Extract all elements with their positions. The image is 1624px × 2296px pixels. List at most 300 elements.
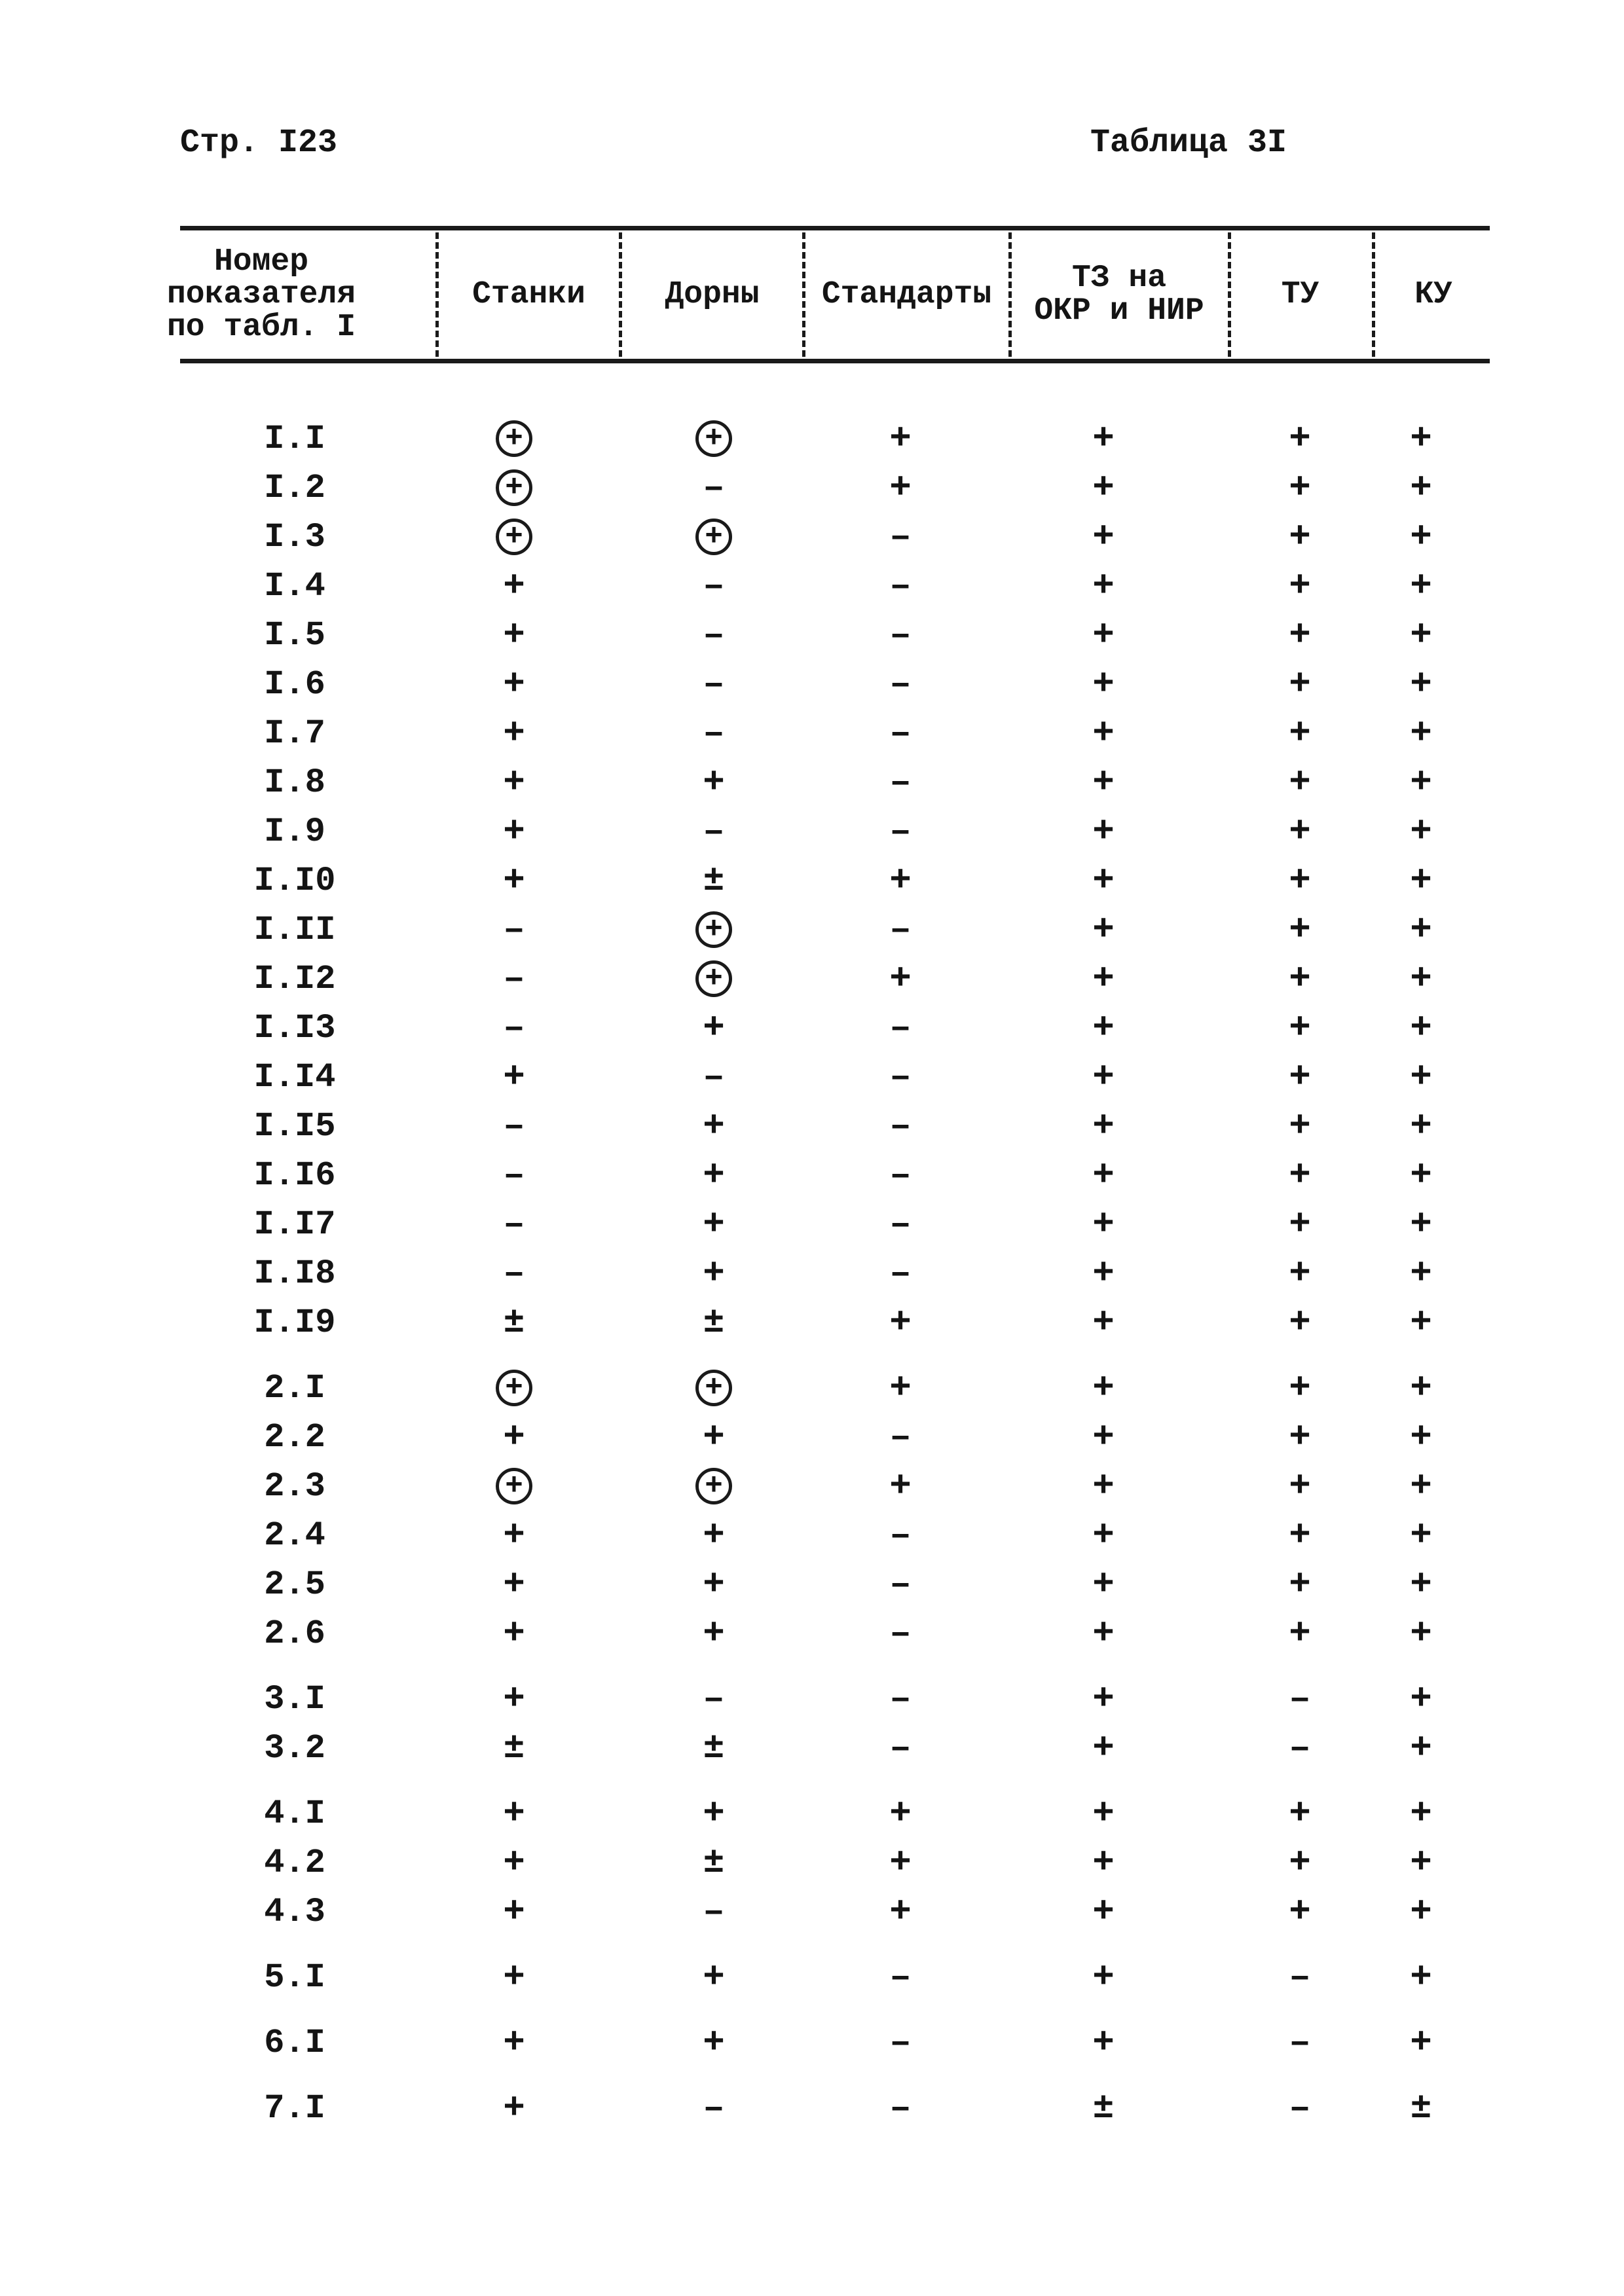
plus-mark: + — [503, 1793, 525, 1834]
cell-tu — [1247, 907, 1352, 953]
indicator-number: 3.2 — [264, 1728, 325, 1768]
table-row — [0, 1365, 1624, 1411]
minus-mark: – — [889, 712, 912, 754]
circled-plus-mark: + — [695, 1468, 732, 1504]
cell-tz-okr-nir — [1051, 1152, 1156, 1198]
plus-mark: + — [1092, 1891, 1115, 1933]
cell-tu — [1247, 2020, 1352, 2066]
cell-standards — [848, 1725, 953, 1771]
cell-ku — [1369, 416, 1473, 462]
table-row — [0, 907, 1624, 953]
minus-mark: – — [703, 2087, 725, 2129]
cell-tu — [1247, 1152, 1352, 1198]
cell-tz-okr-nir — [1051, 956, 1156, 1002]
plus-mark: + — [1289, 761, 1311, 803]
plus-mark: + — [1410, 614, 1432, 656]
circled-plus-mark: + — [496, 420, 532, 457]
cell-ku — [1369, 2020, 1473, 2066]
header-tu: ТУ — [1281, 277, 1320, 312]
cell-tu — [1247, 1791, 1352, 1836]
minus-mark: – — [889, 1056, 912, 1098]
plus-mark: + — [503, 761, 525, 803]
plus-mark: + — [1410, 1105, 1432, 1147]
cell-machines — [462, 907, 566, 953]
header-indicator-number: Номер показателя по табл. I — [167, 244, 356, 345]
minus-mark: – — [889, 811, 912, 852]
cell-tu — [1247, 514, 1352, 560]
cell-mandrels — [661, 1725, 766, 1771]
cell-tu — [1247, 1054, 1352, 1100]
indicator-number: 5.I — [264, 1958, 325, 1997]
plus-mark: + — [1410, 565, 1432, 607]
plus-mark: + — [1410, 1956, 1432, 1998]
indicator-number: 3.I — [264, 1679, 325, 1719]
cell-mandrels — [661, 1676, 766, 1722]
cell-tz-okr-nir — [1051, 1791, 1156, 1836]
circled-plus-mark: + — [695, 1370, 732, 1406]
table-row — [0, 1791, 1624, 1836]
cell-standards — [848, 1791, 953, 1836]
plus-mark: + — [1289, 1154, 1311, 1196]
cell-mandrels — [661, 1005, 766, 1051]
table-row — [0, 1840, 1624, 1886]
cell-standards — [848, 1561, 953, 1607]
plus-mark: + — [503, 1678, 525, 1720]
cell-tu — [1247, 465, 1352, 511]
cell-ku — [1369, 661, 1473, 707]
cell-tu — [1247, 710, 1352, 756]
table-row — [0, 1512, 1624, 1558]
cell-standards — [848, 1250, 953, 1296]
cell-tz-okr-nir — [1051, 1201, 1156, 1247]
plus-mark: + — [1289, 1465, 1311, 1507]
plus-mark: + — [1289, 712, 1311, 754]
plus-mark: + — [703, 1514, 725, 1556]
cell-tz-okr-nir — [1051, 661, 1156, 707]
indicator-number: I.I7 — [253, 1205, 336, 1244]
plus-mark: + — [889, 1302, 912, 1343]
cell-standards — [848, 1300, 953, 1345]
cell-tu — [1247, 1365, 1352, 1411]
plus-mark: + — [503, 1956, 525, 1998]
table-row — [0, 1954, 1624, 2000]
table-row — [0, 1561, 1624, 1607]
column-separator — [435, 232, 439, 357]
column-separator — [1008, 232, 1012, 357]
table-header-rule — [180, 359, 1490, 363]
cell-tu — [1247, 858, 1352, 903]
cell-standards — [848, 1152, 953, 1198]
column-separator — [619, 232, 622, 357]
plus-mark: + — [1092, 1678, 1115, 1720]
plus-minus-mark: ± — [503, 1728, 525, 1768]
cell-standards — [848, 1365, 953, 1411]
plus-mark: + — [1410, 1154, 1432, 1196]
table-row — [0, 1201, 1624, 1247]
plus-mark: + — [1289, 1252, 1311, 1294]
cell-tu — [1247, 1725, 1352, 1771]
circled-plus-mark: + — [695, 519, 732, 555]
minus-mark: – — [1289, 1956, 1311, 1998]
plus-mark: + — [1410, 958, 1432, 1000]
header-machines: Станки — [472, 277, 585, 312]
plus-mark: + — [503, 860, 525, 902]
cell-standards — [848, 1414, 953, 1460]
minus-mark: – — [503, 909, 525, 951]
cell-mandrels — [661, 1840, 766, 1886]
minus-mark: – — [889, 1416, 912, 1458]
cell-tz-okr-nir — [1051, 1676, 1156, 1722]
minus-mark: – — [1289, 2022, 1311, 2064]
plus-mark: + — [1092, 1203, 1115, 1245]
plus-mark: + — [503, 1514, 525, 1556]
indicator-number: I.2 — [264, 468, 325, 507]
cell-mandrels — [661, 1365, 766, 1411]
plus-mark: + — [1092, 1842, 1115, 1884]
cell-tu — [1247, 956, 1352, 1002]
plus-mark: + — [1410, 1891, 1432, 1933]
cell-tz-okr-nir — [1051, 1103, 1156, 1149]
cell-tz-okr-nir — [1051, 1005, 1156, 1051]
minus-mark: – — [889, 1514, 912, 1556]
cell-mandrels — [661, 1954, 766, 2000]
plus-mark: + — [1092, 811, 1115, 852]
cell-machines — [462, 1725, 566, 1771]
minus-mark: – — [889, 1203, 912, 1245]
plus-minus-mark: ± — [1410, 2088, 1432, 2128]
indicator-number: 4.I — [264, 1794, 325, 1833]
plus-mark: + — [1410, 1252, 1432, 1294]
table-row — [0, 1463, 1624, 1509]
cell-tu — [1247, 1103, 1352, 1149]
plus-mark: + — [1410, 909, 1432, 951]
plus-mark: + — [1092, 860, 1115, 902]
circled-plus-mark: + — [496, 519, 532, 555]
plus-mark: + — [1410, 712, 1432, 754]
cell-tz-okr-nir — [1051, 1840, 1156, 1886]
cell-machines — [462, 809, 566, 854]
table-row — [0, 710, 1624, 756]
plus-mark: + — [889, 1367, 912, 1409]
cell-mandrels — [661, 956, 766, 1002]
indicator-number: I.7 — [264, 714, 325, 753]
cell-ku — [1369, 514, 1473, 560]
plus-mark: + — [889, 1793, 912, 1834]
minus-mark: – — [703, 614, 725, 656]
cell-mandrels — [661, 1512, 766, 1558]
cell-machines — [462, 514, 566, 560]
indicator-number: I.I9 — [253, 1303, 336, 1342]
cell-standards — [848, 1889, 953, 1935]
cell-ku — [1369, 858, 1473, 903]
minus-mark: – — [503, 1105, 525, 1147]
cell-tz-okr-nir — [1051, 465, 1156, 511]
plus-mark: + — [1410, 1056, 1432, 1098]
plus-mark: + — [503, 1416, 525, 1458]
indicator-number: I.I — [264, 419, 325, 458]
cell-machines — [462, 1791, 566, 1836]
cell-machines — [462, 2020, 566, 2066]
cell-machines — [462, 1512, 566, 1558]
table-row — [0, 2020, 1624, 2066]
cell-ku — [1369, 1103, 1473, 1149]
cell-machines — [462, 858, 566, 903]
circled-plus-mark: + — [695, 960, 732, 997]
cell-ku — [1369, 1954, 1473, 2000]
cell-tu — [1247, 1414, 1352, 1460]
indicator-number: I.9 — [264, 812, 325, 851]
minus-mark: – — [889, 909, 912, 951]
cell-mandrels — [661, 465, 766, 511]
minus-mark: – — [889, 1727, 912, 1769]
table-row — [0, 1152, 1624, 1198]
minus-mark: – — [1289, 1678, 1311, 1720]
plus-mark: + — [703, 1154, 725, 1196]
cell-mandrels — [661, 1561, 766, 1607]
cell-ku — [1369, 1152, 1473, 1198]
cell-tu — [1247, 2085, 1352, 2131]
minus-mark: – — [703, 565, 725, 607]
table-row — [0, 1725, 1624, 1771]
minus-mark: – — [703, 663, 725, 705]
cell-machines — [462, 1365, 566, 1411]
table-row — [0, 858, 1624, 903]
circled-plus-mark: + — [695, 911, 732, 948]
table-row — [0, 416, 1624, 462]
cell-tu — [1247, 1005, 1352, 1051]
cell-standards — [848, 1201, 953, 1247]
table-row — [0, 1889, 1624, 1935]
indicator-number: I.3 — [264, 517, 325, 556]
cell-mandrels — [661, 2020, 766, 2066]
cell-machines — [462, 1250, 566, 1296]
cell-tz-okr-nir — [1051, 1954, 1156, 2000]
cell-tz-okr-nir — [1051, 612, 1156, 658]
cell-machines — [462, 1005, 566, 1051]
cell-tz-okr-nir — [1051, 809, 1156, 854]
plus-mark: + — [1410, 516, 1432, 558]
indicator-number: 2.5 — [264, 1565, 325, 1604]
plus-mark: + — [503, 663, 525, 705]
cell-standards — [848, 1512, 953, 1558]
cell-ku — [1369, 2085, 1473, 2131]
cell-standards — [848, 2020, 953, 2066]
indicator-number: 2.I — [264, 1368, 325, 1408]
minus-mark: – — [503, 1154, 525, 1196]
plus-mark: + — [703, 1613, 725, 1654]
cell-ku — [1369, 1889, 1473, 1935]
cell-mandrels — [661, 907, 766, 953]
minus-mark: – — [889, 1613, 912, 1654]
cell-mandrels — [661, 1791, 766, 1836]
plus-minus-mark: ± — [703, 1302, 725, 1343]
plus-mark: + — [1092, 1416, 1115, 1458]
plus-mark: + — [1092, 712, 1115, 754]
plus-mark: + — [1092, 909, 1115, 951]
cell-mandrels — [661, 563, 766, 609]
plus-mark: + — [1092, 2022, 1115, 2064]
table-row — [0, 1300, 1624, 1345]
plus-mark: + — [1092, 1105, 1115, 1147]
cell-tz-okr-nir — [1051, 1054, 1156, 1100]
plus-mark: + — [1410, 1842, 1432, 1884]
indicator-number: I.I5 — [253, 1106, 336, 1146]
plus-mark: + — [1289, 1613, 1311, 1654]
plus-minus-mark: ± — [703, 1842, 725, 1883]
plus-mark: + — [1410, 1563, 1432, 1605]
table-top-rule — [180, 226, 1490, 230]
cell-standards — [848, 1103, 953, 1149]
header-tz-okr-nir: ТЗ на ОКР и НИР — [1034, 261, 1204, 329]
indicator-number: I.8 — [264, 763, 325, 802]
cell-mandrels — [661, 759, 766, 805]
minus-mark: – — [889, 1956, 912, 1998]
cell-machines — [462, 416, 566, 462]
minus-mark: – — [889, 1678, 912, 1720]
cell-tz-okr-nir — [1051, 2020, 1156, 2066]
plus-mark: + — [1092, 565, 1115, 607]
indicator-number: I.6 — [264, 665, 325, 704]
cell-machines — [462, 1054, 566, 1100]
cell-machines — [462, 956, 566, 1002]
minus-mark: – — [503, 1007, 525, 1049]
cell-machines — [462, 563, 566, 609]
cell-ku — [1369, 1676, 1473, 1722]
cell-ku — [1369, 1725, 1473, 1771]
cell-standards — [848, 661, 953, 707]
cell-machines — [462, 1840, 566, 1886]
plus-mark: + — [1410, 1302, 1432, 1343]
cell-tz-okr-nir — [1051, 416, 1156, 462]
plus-mark: + — [703, 1105, 725, 1147]
plus-mark: + — [1289, 1056, 1311, 1098]
plus-mark: + — [1410, 1203, 1432, 1245]
minus-mark: – — [889, 614, 912, 656]
cell-mandrels — [661, 514, 766, 560]
cell-standards — [848, 759, 953, 805]
circled-plus-mark: + — [496, 1370, 532, 1406]
plus-mark: + — [703, 1956, 725, 1998]
cell-ku — [1369, 1791, 1473, 1836]
plus-mark: + — [1289, 467, 1311, 509]
plus-mark: + — [1092, 1465, 1115, 1507]
plus-mark: + — [1289, 1105, 1311, 1147]
header-ku: КУ — [1414, 277, 1452, 312]
plus-mark: + — [1092, 1252, 1115, 1294]
table-row — [0, 809, 1624, 854]
table-row — [0, 1414, 1624, 1460]
plus-mark: + — [889, 418, 912, 460]
cell-machines — [462, 1954, 566, 2000]
cell-tz-okr-nir — [1051, 2085, 1156, 2131]
cell-mandrels — [661, 1611, 766, 1656]
minus-mark: – — [889, 1007, 912, 1049]
indicator-number: 6.I — [264, 2023, 325, 2062]
plus-mark: + — [503, 565, 525, 607]
plus-mark: + — [1092, 1007, 1115, 1049]
cell-ku — [1369, 907, 1473, 953]
cell-mandrels — [661, 809, 766, 854]
column-separator — [1228, 232, 1231, 357]
cell-tu — [1247, 1611, 1352, 1656]
minus-mark: – — [1289, 2087, 1311, 2129]
cell-tz-okr-nir — [1051, 1250, 1156, 1296]
cell-ku — [1369, 1005, 1473, 1051]
plus-mark: + — [1092, 663, 1115, 705]
header-mandrels: Дорны — [665, 277, 760, 312]
cell-standards — [848, 1463, 953, 1509]
cell-machines — [462, 1889, 566, 1935]
indicator-number: 4.2 — [264, 1843, 325, 1882]
cell-tz-okr-nir — [1051, 1561, 1156, 1607]
cell-tz-okr-nir — [1051, 1725, 1156, 1771]
cell-ku — [1369, 1840, 1473, 1886]
indicator-number: 2.2 — [264, 1417, 325, 1457]
cell-mandrels — [661, 1250, 766, 1296]
cell-ku — [1369, 1365, 1473, 1411]
cell-mandrels — [661, 1889, 766, 1935]
indicator-number: 4.3 — [264, 1892, 325, 1931]
plus-mark: + — [889, 1465, 912, 1507]
column-separator — [802, 232, 805, 357]
cell-standards — [848, 1676, 953, 1722]
plus-mark: + — [1289, 663, 1311, 705]
plus-mark: + — [1410, 811, 1432, 852]
circled-plus-mark: + — [695, 420, 732, 457]
cell-tu — [1247, 809, 1352, 854]
cell-tz-okr-nir — [1051, 1463, 1156, 1509]
cell-ku — [1369, 1463, 1473, 1509]
header-standards: Стандарты — [821, 277, 992, 312]
plus-mark: + — [1289, 860, 1311, 902]
cell-mandrels — [661, 1054, 766, 1100]
cell-mandrels — [661, 1103, 766, 1149]
cell-machines — [462, 1152, 566, 1198]
cell-machines — [462, 1414, 566, 1460]
cell-tu — [1247, 612, 1352, 658]
cell-tz-okr-nir — [1051, 1611, 1156, 1656]
indicator-number: I.I6 — [253, 1156, 336, 1195]
plus-mark: + — [1410, 1727, 1432, 1769]
plus-mark: + — [1289, 1793, 1311, 1834]
plus-mark: + — [1410, 761, 1432, 803]
indicator-number: I.5 — [264, 615, 325, 655]
table-row — [0, 1676, 1624, 1722]
plus-mark: + — [1092, 1793, 1115, 1834]
cell-mandrels — [661, 416, 766, 462]
indicator-number: 2.3 — [264, 1467, 325, 1506]
cell-standards — [848, 612, 953, 658]
cell-standards — [848, 956, 953, 1002]
minus-mark: – — [889, 1252, 912, 1294]
minus-mark: – — [889, 761, 912, 803]
cell-standards — [848, 563, 953, 609]
plus-mark: + — [1289, 565, 1311, 607]
plus-mark: + — [1289, 909, 1311, 951]
plus-mark: + — [1092, 418, 1115, 460]
cell-standards — [848, 809, 953, 854]
plus-mark: + — [1289, 1203, 1311, 1245]
plus-mark: + — [1410, 1007, 1432, 1049]
cell-tu — [1247, 759, 1352, 805]
cell-machines — [462, 612, 566, 658]
cell-standards — [848, 465, 953, 511]
cell-tu — [1247, 1676, 1352, 1722]
plus-mark: + — [889, 467, 912, 509]
minus-mark: – — [703, 712, 725, 754]
cell-ku — [1369, 1054, 1473, 1100]
table-row — [0, 1250, 1624, 1296]
